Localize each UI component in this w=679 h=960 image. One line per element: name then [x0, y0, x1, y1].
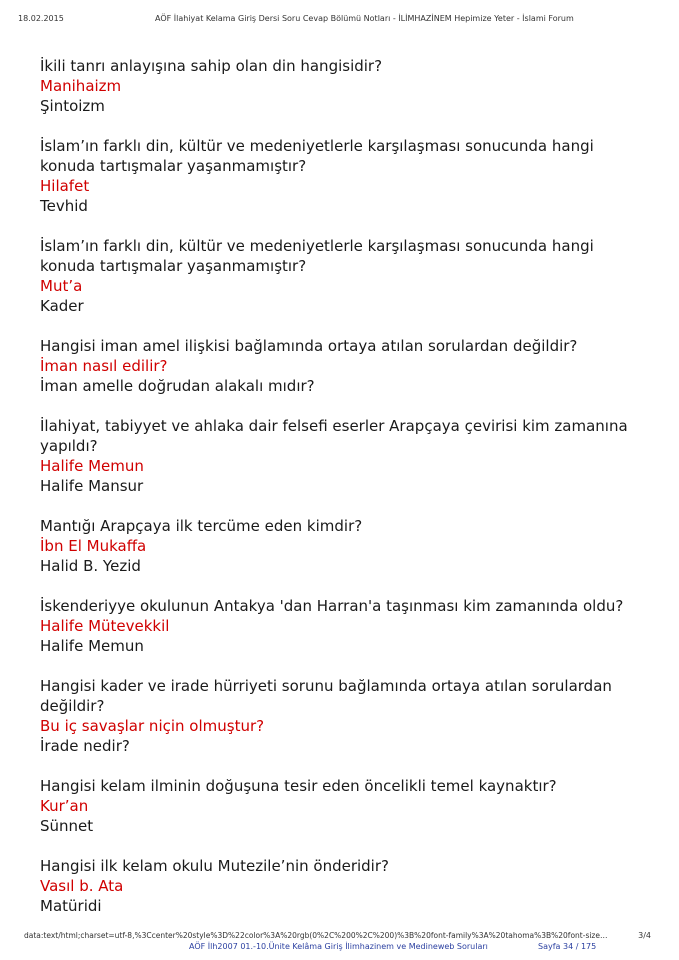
wrong-answer: Şintoizm	[40, 97, 105, 115]
print-footer-url: data:text/html;charset=utf-8,%3Ccenter%20style%3D%22color%3A%20rgb(0%2C%200%2C%200)%3B%20font-family%3A%20tahoma%3B%20font-size…	[24, 931, 608, 940]
qa-item	[40, 596, 640, 656]
print-page-number: 3/4	[638, 931, 651, 940]
qa-item	[40, 516, 640, 576]
qa-list	[40, 56, 640, 936]
correct-answer: Bu iç savaşlar niçin olmuştur?	[40, 717, 265, 735]
correct-answer: İman nasıl edilir?	[40, 357, 168, 375]
correct-answer: Halife Mütevekkil	[40, 617, 170, 635]
qa-item	[40, 236, 640, 316]
correct-answer: Kur’an	[40, 797, 89, 815]
question-text: İskenderiyye okulunun Antakya 'dan Harran'a taşınması kim zamanında oldu?	[40, 597, 624, 615]
document-page-indicator: Sayfa 34 / 175	[538, 942, 597, 951]
question-text: İslam’ın farklı din, kültür ve medeniyetlerle karşılaşması sonucunda hangi konuda tartışmalar yaşanmamıştır?	[40, 137, 599, 175]
correct-answer: Mut’a	[40, 277, 83, 295]
qa-item	[40, 676, 640, 756]
print-date: 18.02.2015	[18, 14, 64, 23]
wrong-answer: Halife Mansur	[40, 477, 144, 495]
question-text: İlahiyat, tabiyyet ve ahlaka dair felsefi eserler Arapçaya çevirisi kim zamanına yapıldı?	[40, 417, 633, 455]
question-text: İslam’ın farklı din, kültür ve medeniyetlerle karşılaşması sonucunda hangi konuda tartışmalar yaşanmamıştır?	[40, 237, 599, 275]
question-text: İkili tanrı anlayışına sahip olan din hangisidir?	[40, 57, 383, 75]
correct-answer: Halife Memun	[40, 457, 144, 475]
wrong-answer: Tevhid	[40, 197, 88, 215]
question-text: Hangisi kader ve irade hürriyeti sorunu bağlamında ortaya atılan sorulardan değildir?	[40, 677, 617, 715]
document-link[interactable]: AÖF İlh2007 01.-10.Ünite Kelâma Giriş İlimhazinem ve Medineweb Soruları	[189, 942, 488, 951]
print-header-title: AÖF İlahiyat Kelama Giriş Dersi Soru Cevap Bölümü Notları - İLİMHAZİNEM Hepimize Yeter - İslami Forum	[155, 14, 574, 23]
qa-item	[40, 416, 640, 496]
wrong-answer: Matüridi	[40, 897, 102, 915]
qa-item	[40, 776, 640, 836]
wrong-answer: Halife Memun	[40, 637, 144, 655]
wrong-answer: Halid B. Yezid	[40, 557, 141, 575]
qa-item	[40, 136, 640, 216]
wrong-answer: İman amelle doğrudan alakalı mıdır?	[40, 377, 315, 395]
qa-item	[40, 856, 640, 916]
qa-item	[40, 336, 640, 396]
correct-answer: Vasıl b. Ata	[40, 877, 124, 895]
question-text: Hangisi kelam ilminin doğuşuna tesir eden öncelikli temel kaynaktır?	[40, 777, 557, 795]
question-text: Hangisi ilk kelam okulu Mutezile’nin önderidir?	[40, 857, 389, 875]
correct-answer: Hilafet	[40, 177, 90, 195]
wrong-answer: Kader	[40, 297, 84, 315]
wrong-answer: İrade nedir?	[40, 737, 130, 755]
qa-item	[40, 56, 640, 116]
correct-answer: Manihaizm	[40, 77, 122, 95]
correct-answer: İbn El Mukaffa	[40, 537, 147, 555]
wrong-answer: Sünnet	[40, 817, 94, 835]
question-text: Mantığı Arapçaya ilk tercüme eden kimdir?	[40, 517, 363, 535]
question-text: Hangisi iman amel ilişkisi bağlamında ortaya atılan sorulardan değildir?	[40, 337, 578, 355]
